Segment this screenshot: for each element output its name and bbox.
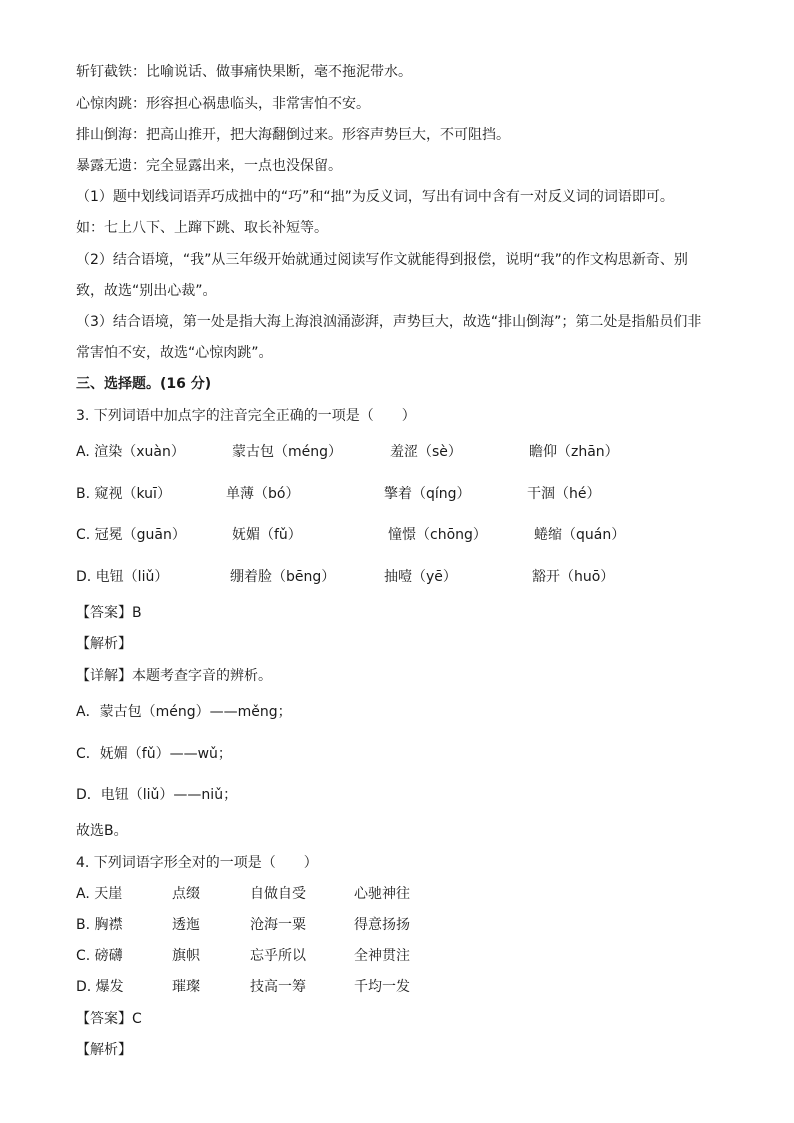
question-4-option-c [76,946,736,966]
section-heading: 三、选择题。(16 分) [76,376,212,392]
option-d-item-3: 抽噎（yē） [384,569,457,585]
option-c-item-1: C. 冠冕（guān） [76,527,186,543]
option-b-word-4: 得意扬扬 [354,917,410,933]
option-a-item-2: 蒙古包（méng） [232,444,343,460]
option-b-word-3: 沧海一粟 [250,917,306,933]
option-a-item-3: 羞涩（sè） [390,444,462,460]
option-b-item-2: 单薄（bó） [226,486,300,502]
question-3-fix-a: A．蒙古包（méng）——měng； [76,704,292,720]
question-4-option-b [76,915,736,935]
option-c-word-1: C. 磅礴 [76,948,123,964]
question-4-option-d [76,977,736,997]
question-3-option-a [76,442,736,462]
paragraph-idiom-4: 暴露无遗：完全显露出来，一点也没保留。 [76,158,342,174]
paragraph-explain-2a: （2）结合语境，“我”从三年级开始就通过阅读写作文就能得到报偿，说明“我”的作文构思新奇、别 [76,252,688,268]
question-3-detail: 【详解】本题考查字音的辨析。 [76,668,272,684]
paragraph-explain-3a: （3）结合语境，第一处是指大海上海浪汹涌澎湃，声势巨大，故选“排山倒海”；第二处是指船员们非 [76,314,702,330]
option-d-item-1: D. 电钮（liǔ） [76,569,169,585]
question-4-stem: 4. 下列词语字形全对的一项是（ ） [76,855,318,871]
question-3-option-c [76,525,736,545]
paragraph-idiom-2: 心惊肉跳：形容担心祸患临头，非常害怕不安。 [76,96,370,112]
question-3-option-d [76,567,736,587]
option-b-word-2: 透迤 [172,917,200,933]
option-d-word-1: D. 爆发 [76,979,124,995]
option-b-item-1: B. 窥视（kuī） [76,486,171,502]
option-d-item-2: 绷着脸（bēng） [230,569,336,585]
option-d-word-3: 技高一筹 [250,979,306,995]
option-d-item-4: 豁开（huō） [532,569,615,585]
option-c-word-4: 全神贯注 [354,948,410,964]
paragraph-explain-3b: 常害怕不安，故选“心惊肉跳”。 [76,345,273,361]
option-b-word-1: B. 胸襟 [76,917,123,933]
option-d-word-2: 璀璨 [172,979,200,995]
option-c-item-2: 妩媚（fǔ） [232,527,302,543]
question-4-option-a [76,884,736,904]
option-a-item-1: A. 渲染（xuàn） [76,444,185,460]
question-3-analysis-label: 【解析】 [76,636,132,652]
question-3-option-b [76,484,736,504]
option-c-item-3: 憧憬（chōng） [388,527,487,543]
paragraph-explain-1: （1）题中划线词语弄巧成拙中的“巧”和“拙”为反义词，写出有词中含有一对反义词的词语即可。 [76,189,674,205]
option-a-item-4: 瞻仰（zhān） [529,444,619,460]
question-3-conclusion: 故选B。 [76,823,128,839]
question-4-analysis-label: 【解析】 [76,1042,132,1058]
option-b-item-3: 擎着（qíng） [384,486,471,502]
paragraph-explain-2b: 致，故选“别出心裁”。 [76,283,217,299]
question-3-fix-d: D．电钮（liǔ）——niǔ； [76,787,238,803]
question-3-fix-c: C．妩媚（fǔ）——wǔ； [76,746,232,762]
paragraph-idiom-1: 斩钉截铁：比喻说话、做事痛快果断，毫不拖泥带水。 [76,64,412,80]
paragraph-example: 如：七上八下、上蹿下跳、取长补短等。 [76,220,328,236]
question-3-answer: 【答案】B [76,605,142,621]
option-c-item-4: 蜷缩（quán） [534,527,626,543]
option-a-word-3: 自做自受 [250,886,306,902]
question-4-answer: 【答案】C [76,1011,142,1027]
option-a-word-4: 心驰神往 [354,886,410,902]
option-a-word-1: A. 天崖 [76,886,123,902]
option-c-word-2: 旗帜 [172,948,200,964]
paragraph-idiom-3: 排山倒海：把高山推开，把大海翻倒过来。形容声势巨大，不可阻挡。 [76,127,510,143]
option-d-word-4: 千均一发 [354,979,410,995]
option-b-item-4: 干涸（hé） [527,486,601,502]
question-3-stem: 3. 下列词语中加点字的注音完全正确的一项是（ ） [76,408,416,424]
option-c-word-3: 忘乎所以 [250,948,306,964]
option-a-word-2: 点缀 [172,886,200,902]
